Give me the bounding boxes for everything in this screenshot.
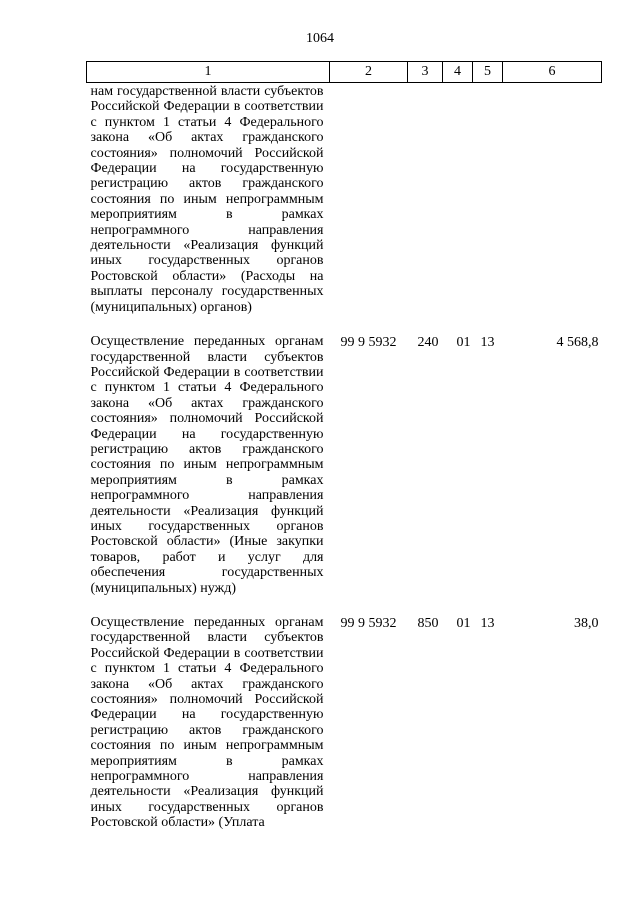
col-header-4: 4 (443, 62, 473, 83)
row-subsection (473, 83, 503, 334)
row-section (443, 83, 473, 334)
col-header-3: 3 (408, 62, 443, 83)
col-header-2: 2 (330, 62, 408, 83)
row-amount: 4 568,8 (556, 335, 599, 351)
row-section: 01 (456, 616, 471, 631)
row-target-article: 99 9 5932 (340, 616, 397, 631)
row-description: нам государственной власти субъектов Российской Федерации в соответствии с пунктом 1 статьи 4 Федерального закона «Об актах гражданского состояния» полномочий Российской Федерации на государственную регистрацию актов гражданского состояния по иным непрограммным мероприятиям в рамках непрограммного направления деятельности «Реализация функций иных государственных органов Ростовской области» (Расходы на выплаты персоналу государственных (муниципальных) органов) (90, 84, 324, 315)
col-header-1: 1 (87, 62, 330, 83)
row-target-article: 99 9 5932 (340, 335, 397, 351)
row-expense-type (408, 83, 443, 334)
row-target-article (330, 83, 408, 334)
page-number: 1064 (306, 31, 334, 46)
row-section: 01 (456, 335, 471, 351)
row-subsection: 13 (480, 335, 495, 351)
table-header-row (87, 62, 602, 83)
table-row (87, 333, 602, 614)
col-header-5: 5 (473, 62, 503, 83)
col-header-6: 6 (503, 62, 602, 83)
row-expense-type: 240 (417, 335, 439, 351)
budget-table (86, 61, 602, 849)
table-row (87, 614, 602, 849)
row-amount (503, 83, 602, 334)
row-description: Осуществление переданных органам государственной власти субъектов Российской Федерации в соответствии с пунктом 1 статьи 4 Федерального закона «Об актах гражданского состояния» полномочий Российской Федерации на государственную регистрацию актов гражданского состояния по иным непрограммным мероприятиям в рамках непрограммного направления деятельности «Реализация функций иных государственных органов Ростовской области» (Уплата (90, 615, 324, 831)
row-expense-type: 850 (417, 616, 439, 631)
row-subsection: 13 (480, 616, 495, 631)
row-description: Осуществление переданных органам государственной власти субъектов Российской Федерации в соответствии с пунктом 1 статьи 4 Федерального закона «Об актах гражданского состояния» полномочий Российской Федерации на государственную регистрацию актов гражданского состояния по иным непрограммным мероприятиям в рамках непрограммного направления деятельности «Реализация функций иных государственных органов Ростовской области» (Иные закупки товаров, работ и услуг для обеспечения государственных (муниципальных) нужд) (90, 334, 324, 596)
row-amount: 38,0 (574, 616, 599, 631)
table-row (87, 83, 602, 334)
